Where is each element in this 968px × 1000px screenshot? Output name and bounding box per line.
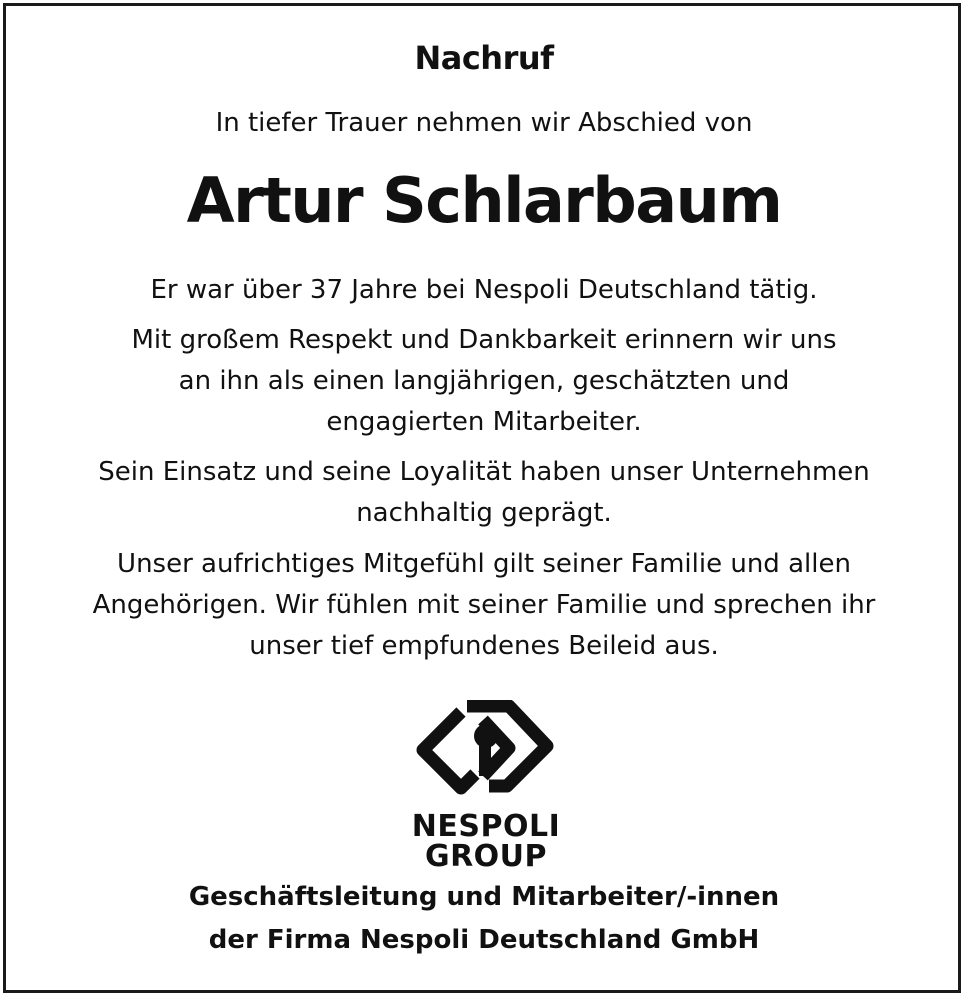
intro-line: In tiefer Trauer nehmen wir Abschied von — [215, 108, 753, 138]
paragraph-line: an ihn als einen langjährigen, geschätzten und — [178, 366, 790, 396]
signature-block — [0, 876, 968, 962]
paragraph-line: Sein Einsatz und seine Loyalität haben unser Unternehmen — [98, 457, 870, 487]
paragraph-respect — [0, 320, 968, 443]
paragraph-line: Mit großem Respekt und Dankbarkeit erinnern wir uns — [131, 325, 837, 355]
paragraph-line: Unser aufrichtiges Mitgefühl gilt seiner Familie und allen — [117, 549, 851, 579]
paragraph-tenure — [0, 270, 968, 311]
nespoli-logo-icon — [411, 700, 561, 872]
paragraph-line: Angehörigen. Wir fühlen mit seiner Familie und sprechen ihr — [92, 590, 876, 620]
logo-text-group: GROUP — [424, 839, 548, 872]
paragraph-condolences — [0, 544, 968, 667]
paragraph-line: engagierten Mitarbeiter. — [326, 407, 642, 437]
notice-heading: Nachruf — [414, 39, 554, 77]
paragraph-loyalty — [0, 452, 968, 534]
paragraph-line: unser tief empfundenes Beileid aus. — [249, 631, 719, 661]
paragraph-line: nachhaltig geprägt. — [356, 498, 612, 528]
paragraph-line: Er war über 37 Jahre bei Nespoli Deutschland tätig. — [150, 275, 818, 305]
logo-stem — [479, 736, 491, 776]
deceased-name: Artur Schlarbaum — [186, 164, 782, 237]
logo-text-nespoli: NESPOLI — [411, 809, 561, 844]
company-logo — [411, 700, 561, 872]
logo-left-stroke — [423, 712, 475, 788]
signature-line: Geschäftsleitung und Mitarbeiter/-innen — [188, 882, 780, 912]
signature-line: der Firma Nespoli Deutschland GmbH — [208, 925, 760, 955]
